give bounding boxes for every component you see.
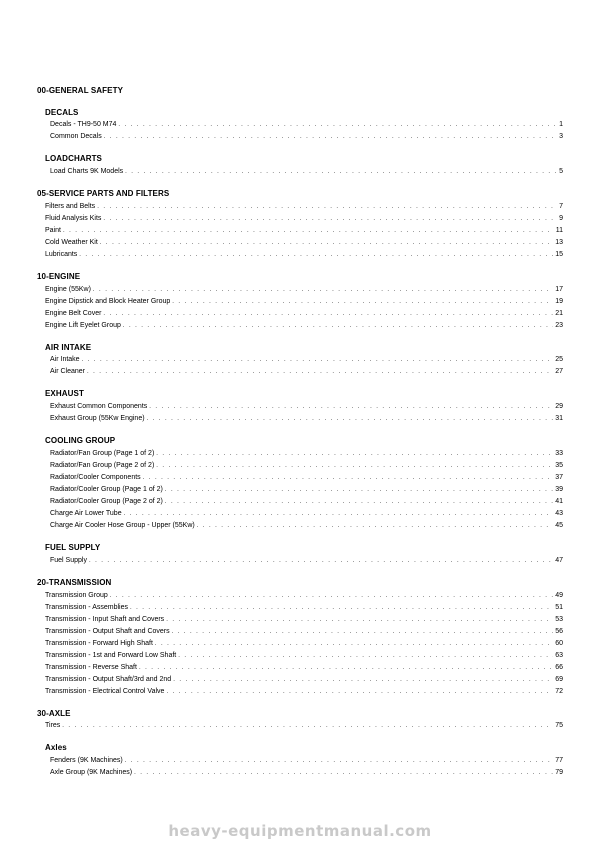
toc-entry[interactable] [50, 120, 563, 130]
toc-entry[interactable] [45, 721, 563, 731]
toc-section-heading: FUEL SUPPLY [45, 543, 101, 552]
toc-chapter-heading: 20-TRANSMISSION [37, 578, 112, 587]
toc-entry[interactable] [45, 297, 563, 307]
toc-entry-page-number: 3 [559, 133, 563, 140]
toc-entry-title: Engine Dipstick and Block Heater Group [45, 298, 171, 305]
toc-entry[interactable] [50, 132, 563, 142]
toc-entry-title: Decals - TH9-50 M74 [50, 121, 117, 128]
dot-leader [87, 367, 553, 377]
toc-entry-title: Paint [45, 227, 61, 234]
toc-entry-title: Transmission - Input Shaft and Covers [45, 616, 165, 623]
dot-leader [89, 556, 553, 566]
dot-leader [123, 321, 553, 331]
toc-entry-page-number: 5 [559, 168, 563, 175]
toc-entry[interactable] [45, 202, 563, 212]
toc-entry-title: Air Cleaner [50, 368, 86, 375]
toc-entry[interactable] [45, 603, 563, 613]
toc-entry-title: Radiator/Fan Group (Page 2 of 2) [50, 462, 155, 469]
dot-leader [125, 756, 553, 766]
toc-entry-page-number: 60 [555, 640, 563, 647]
toc-section-heading: LOADCHARTS [45, 154, 102, 163]
toc-entry-title: Transmission - Assemblies [45, 604, 128, 611]
toc-entry-page-number: 47 [555, 557, 563, 564]
toc-chapter-heading: 30-AXLE [37, 709, 71, 718]
toc-entry[interactable] [50, 449, 563, 459]
toc-entry-title: Radiator/Cooler Group (Page 2 of 2) [50, 498, 163, 505]
toc-entry-page-number: 15 [555, 251, 563, 258]
toc-entry[interactable] [50, 367, 563, 377]
dot-leader [62, 721, 553, 731]
toc-section-heading: AIR INTAKE [45, 343, 92, 352]
toc-entry[interactable] [45, 285, 563, 295]
dot-leader [103, 214, 557, 224]
toc-entry[interactable] [45, 687, 563, 697]
dot-leader [130, 603, 553, 613]
toc-section-heading: EXHAUST [45, 389, 84, 398]
toc-entry-page-number: 41 [555, 498, 563, 505]
toc-entry-page-number: 1 [559, 121, 563, 128]
toc-entry-page-number: 39 [555, 486, 563, 493]
toc-entry-title: Lubricants [45, 251, 78, 258]
toc-entry-page-number: 69 [555, 676, 563, 683]
watermark: heavy-equipmentmanual.com [168, 822, 432, 840]
toc-entry-title: Air Intake [50, 356, 80, 363]
toc-entry-title: Transmission - Output Shaft and Covers [45, 628, 170, 635]
dot-leader [172, 627, 554, 637]
toc-entry-page-number: 49 [555, 592, 563, 599]
toc-entry-title: Transmission - Output Shaft/3rd and 2nd [45, 676, 172, 683]
toc-entry[interactable] [50, 473, 563, 483]
toc-entry-title: Transmission - Electrical Control Valve [45, 688, 165, 695]
toc-entry-page-number: 19 [555, 298, 563, 305]
toc-entry[interactable] [45, 627, 563, 637]
toc-entry-page-number: 37 [555, 474, 563, 481]
toc-entry-title: Charge Air Lower Tube [50, 510, 122, 517]
toc-entry[interactable] [50, 521, 563, 531]
toc-entry-page-number: 21 [555, 310, 563, 317]
toc-entry-page-number: 35 [555, 462, 563, 469]
toc-entry-title: Engine Belt Cover [45, 310, 102, 317]
toc-entry-page-number: 23 [555, 322, 563, 329]
dot-leader [110, 591, 553, 601]
dot-leader [166, 615, 553, 625]
toc-entry[interactable] [50, 485, 563, 495]
toc-entry-title: Engine Lift Eyelet Group [45, 322, 121, 329]
toc-entry[interactable] [50, 167, 563, 177]
toc-entry-page-number: 56 [555, 628, 563, 635]
toc-entry-title: Axle Group (9K Machines) [50, 769, 133, 776]
toc-entry-title: Filters and Belts [45, 203, 96, 210]
toc-entry[interactable] [50, 461, 563, 471]
toc-section-heading: Axles [45, 743, 67, 752]
toc-entry-title: Fluid Analysis Kits [45, 215, 102, 222]
toc-entry-page-number: 7 [559, 203, 563, 210]
dot-leader [173, 675, 553, 685]
toc-entry[interactable] [45, 675, 563, 685]
dot-leader [156, 461, 553, 471]
toc-entry-page-number: 9 [559, 215, 563, 222]
toc-entry-page-number: 17 [555, 286, 563, 293]
toc-entry[interactable] [45, 615, 563, 625]
toc-entry-title: Transmission - Reverse Shaft [45, 664, 137, 671]
dot-leader [165, 497, 553, 507]
dot-leader [79, 250, 553, 260]
dot-leader [125, 167, 557, 177]
toc-entry-title: Exhaust Common Components [50, 403, 148, 410]
dot-leader [166, 687, 553, 697]
toc-entry-page-number: 63 [555, 652, 563, 659]
toc-entry[interactable] [45, 309, 563, 319]
toc-entry-page-number: 43 [555, 510, 563, 517]
toc-entry-page-number: 25 [555, 356, 563, 363]
toc-entry[interactable] [50, 355, 563, 365]
dot-leader [97, 202, 557, 212]
toc-entry[interactable] [45, 639, 563, 649]
toc-entry-page-number: 45 [555, 522, 563, 529]
dot-leader [178, 651, 553, 661]
toc-section-heading: COOLING GROUP [45, 436, 116, 445]
toc-entry-page-number: 13 [555, 239, 563, 246]
dot-leader [134, 768, 553, 778]
dot-leader [103, 309, 553, 319]
toc-entry-title: Radiator/Cooler Components [50, 474, 141, 481]
toc-entry[interactable] [45, 214, 563, 224]
toc-chapter-heading: 00-GENERAL SAFETY [37, 86, 124, 95]
dot-leader [100, 238, 553, 248]
toc-entry[interactable] [45, 663, 563, 673]
toc-entry[interactable] [45, 591, 563, 601]
toc-entry-title: Engine (55Kw) [45, 286, 91, 293]
toc-entry-title: Charge Air Cooler Hose Group - Upper (55Kw) [50, 522, 195, 529]
toc-entry-title: Transmission - 1st and Forward Low Shaft [45, 652, 177, 659]
dot-leader [155, 639, 553, 649]
toc-section-heading: DECALS [45, 108, 79, 117]
toc-entry[interactable] [45, 321, 563, 331]
toc-chapter-heading: 05-SERVICE PARTS AND FILTERS [37, 189, 170, 198]
dot-leader [82, 355, 554, 365]
toc-entry-page-number: 53 [555, 616, 563, 623]
toc-entry-page-number: 66 [555, 664, 563, 671]
dot-leader [63, 226, 554, 236]
dot-leader [197, 521, 553, 531]
toc-entry-page-number: 11 [555, 227, 563, 234]
dot-leader [93, 285, 553, 295]
toc-entry[interactable] [50, 756, 563, 766]
toc-entry-page-number: 27 [555, 368, 563, 375]
dot-leader [143, 473, 554, 483]
toc-entry-title: Tires [45, 722, 61, 729]
toc-entry[interactable] [50, 509, 563, 519]
toc-entry-title: Load Charts 9K Models [50, 168, 124, 175]
toc-entry-page-number: 31 [555, 415, 563, 422]
toc-entry[interactable] [50, 768, 563, 778]
dot-leader [172, 297, 553, 307]
toc-entry-page-number: 77 [555, 757, 563, 764]
toc-entry-page-number: 75 [555, 722, 563, 729]
toc-entry-page-number: 33 [555, 450, 563, 457]
toc-entry-title: Cold Weather Kit [45, 239, 98, 246]
toc-entry-page-number: 51 [555, 604, 563, 611]
toc-entry[interactable] [45, 238, 563, 248]
dot-leader [165, 485, 553, 495]
toc-entry[interactable] [45, 651, 563, 661]
dot-leader [156, 449, 553, 459]
toc-entry-page-number: 29 [555, 403, 563, 410]
dot-leader [149, 402, 553, 412]
toc-entry-title: Radiator/Fan Group (Page 1 of 2) [50, 450, 155, 457]
toc-entry[interactable] [45, 250, 563, 260]
toc-entry-page-number: 72 [555, 688, 563, 695]
toc-entry-title: Fuel Supply [50, 557, 87, 564]
toc-entry[interactable] [45, 226, 563, 236]
toc-entry-title: Transmission Group [45, 592, 108, 599]
toc-entry-title: Radiator/Cooler Group (Page 1 of 2) [50, 486, 163, 493]
toc-entry[interactable] [50, 402, 563, 412]
toc-entry-title: Transmission - Forward High Shaft [45, 640, 153, 647]
toc-entry-title: Exhaust Group (55Kw Engine) [50, 415, 145, 422]
dot-leader [104, 132, 557, 142]
dot-leader [118, 120, 557, 130]
dot-leader [124, 509, 554, 519]
dot-leader [147, 414, 554, 424]
toc-entry[interactable] [50, 556, 563, 566]
toc-entry-title: Common Decals [50, 133, 102, 140]
toc-chapter-heading: 10-ENGINE [37, 272, 81, 281]
dot-leader [139, 663, 553, 673]
toc-entry-title: Fenders (9K Machines) [50, 757, 123, 764]
toc-entry[interactable] [50, 497, 563, 507]
toc-entry-page-number: 79 [555, 769, 563, 776]
toc-entry[interactable] [50, 414, 563, 424]
